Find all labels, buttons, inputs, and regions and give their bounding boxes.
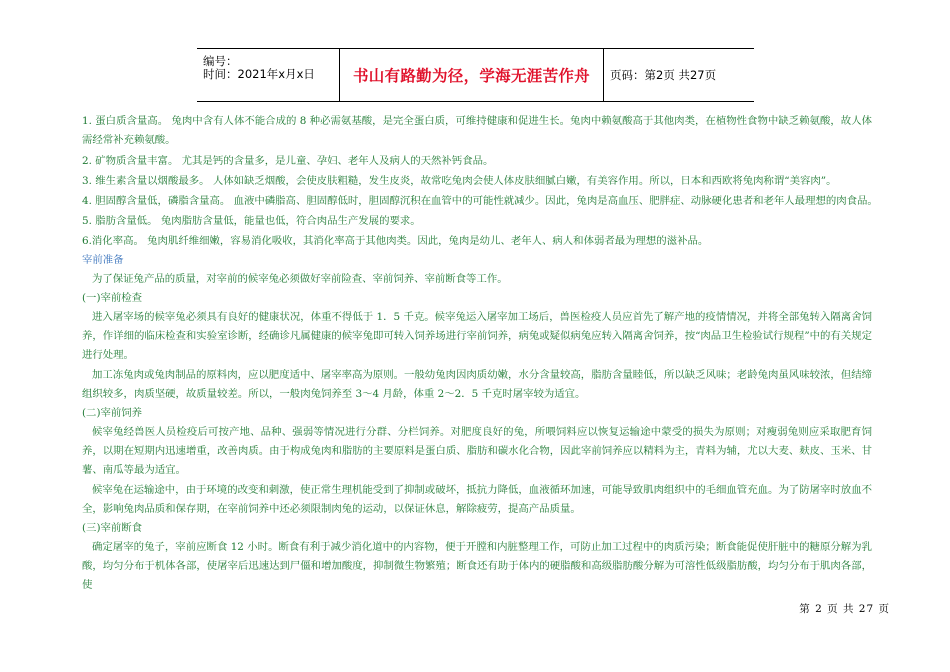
- header-motto-cell: [340, 49, 604, 101]
- paragraph-minerals: 2. 矿物质含量丰富。 尤其是钙的含量多，是儿童、孕妇、老年人及病人的天然补钙食品。: [82, 155, 494, 167]
- subheading-fasting: (三)宰前断食: [82, 522, 143, 534]
- paragraph-raw-meat: 加工冻兔肉或兔肉制品的原料肉，应以肥度适中、屠宰率高为原则。一般幼兔肉因肉质幼嫩，水分含量较高，脂肪含量睦低，所以缺乏风味；老龄兔肉虽风味较浓，但结缔组织较多，肉质坚硬，故质量较差。所以，一般肉兔饲养至 3～4 月龄，体重 2～2．5 千克时屠宰较为适宜。: [82, 369, 872, 400]
- paragraph-feeding: 候宰兔经兽医人员检疫后可按产地、品种、强弱等情况进行分群、分栏饲养。对肥度良好的兔，所喂饲料应以恢复运输途中蒙受的损失为原则；对瘦弱兔则应采取肥育饲养，以期在短期内迅速增重，改善肉质。由于构成兔肉和脂肪的主要原料是蛋白质、脂肪和碳水化合物，因此宰前饲养应以精料为主，青料为辅，尤以大麦、麸皮、玉米、甘薯、南瓜等最为适宜。: [82, 426, 872, 476]
- header-page-cell: [604, 49, 754, 101]
- page-footer: 第 2 页 共 27 页: [799, 603, 890, 615]
- page-number-label: 页码：第2页 共27页: [610, 68, 717, 82]
- motto-text: 书山有路勤为径，学海无涯苦作舟: [352, 67, 590, 85]
- paragraph-fasting: 确定屠宰的兔子，宰前应断食 12 小时。断食有利于减少消化道中的内容物，便于开膛和内脏整理工作，可防止加工过程中的肉质污染；断食能促使肝脏中的糖原分解为乳酸，均匀分布于机体各部，使屠宰后迅速达到尸僵和增加酸度，抑制微生物繁殖；断食还有助于体内的硬脂酸和高级脂肪酸分解为可溶性低级脂肪酸，均匀分布于肌肉各部，使: [82, 541, 872, 591]
- paragraph-digestibility: 6.消化率高。 兔肉肌纤维细嫩，容易消化吸收，其消化率高于其他肉类。因此，兔肉是幼儿、老年人、病人和体弱者最为理想的滋补品。: [82, 235, 709, 247]
- paragraph-fat: 5. 脂肪含量低。 兔肉脂肪含量低，能量也低，符合肉品生产发展的要求。: [82, 215, 421, 227]
- paragraph-transport: 候宰兔在运输途中，由于环境的改变和刺激，使正常生理机能受到了抑制或破坏，抵抗力降低，血液循环加速，可能导致肌肉组织中的毛细血管充血。为了防屠宰时放血不全，影响兔肉品质和保存期，在宰前饲养中还必须限制肉兔的运动，以保证休息，解除疲劳，提高产品质量。: [82, 484, 872, 515]
- paragraph-intro: 为了保证兔产品的质量，对宰前的候宰兔必须做好宰前险查、宰前饲养、宰前断食等工作。: [92, 273, 508, 285]
- paragraph-vitamins: 3. 维生素含量以烟酸最多。 人体如缺乏烟酸，会使皮肤粗糙，发生皮炎，故常吃兔肉会使人体皮肤细腻白嫩，有美容作用。所以，日本和西欧将兔肉称谓“美容肉”。: [82, 175, 837, 187]
- document-header: [197, 48, 754, 102]
- subheading-inspection: (一)宰前检查: [82, 292, 143, 304]
- section-heading: 宰前准备: [82, 254, 124, 266]
- paragraph-inspection: 进入屠宰场的候宰兔必须具有良好的健康状况，体重不得低于 1．5 千克。候宰兔运入屠宰加工场后，兽医检疫人员应首先了解产地的疫情情况，并将全部兔转入隔离舍饲养，作详细的临床检查和实验室诊断，经确诊凡属健康的候宰兔即可转入饲养场进行宰前饲养，病兔或疑似病兔应转入隔离舍饲养，按“肉品卫生检验试行规程”中的有关规定进行处理。: [82, 311, 872, 361]
- header-info-cell: [197, 49, 340, 101]
- number-label: 编号：: [203, 54, 238, 68]
- paragraph-cholesterol: 4. 胆固醇含量低，磷脂含量高。 血液中磷脂高、胆固醇低时，胆固醇沉积在血管中的可能性就减少。因此，兔肉是高血压、肥胖症、动脉硬化患者和老年人最理想的肉食品。: [82, 195, 878, 207]
- paragraph-protein: 1. 蛋白质含量高。 兔肉中含有人体不能合成的 8 种必需氨基酸，是完全蛋白质，可维持健康和促进生长。兔肉中赖氨酸高于其他肉类，在植物性食物中缺乏赖氨酸，故人体需经常补充赖氨酸。: [82, 115, 872, 146]
- subheading-feeding: (二)宰前饲养: [82, 407, 143, 419]
- time-label: 时间：2021年x月x日: [203, 67, 315, 81]
